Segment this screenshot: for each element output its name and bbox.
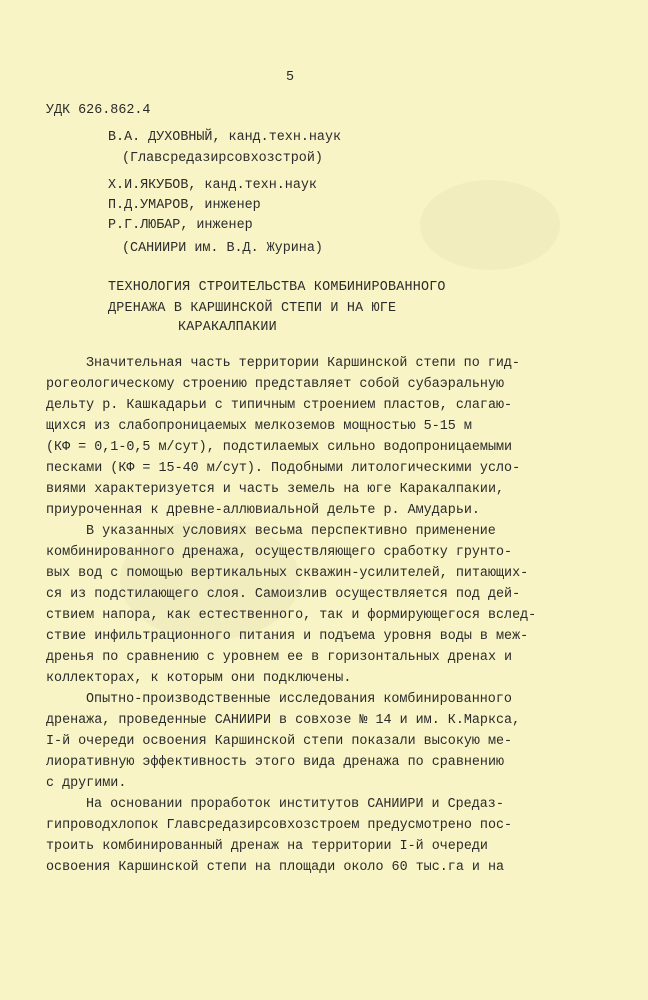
author-line: Р.Г.ЛЮБАР, инженер [108, 218, 253, 233]
article-title-line: ДРЕНАЖА В КАРШИНСКОЙ СТЕПИ И НА ЮГЕ [108, 301, 397, 316]
body-line: гипроводхлопок Главсредазирсовхозстроем предусмотрено пос- [46, 818, 513, 833]
udc-code: УДК 626.862.4 [46, 103, 151, 118]
article-title-line: ТЕХНОЛОГИЯ СТРОИТЕЛЬСТВА КОМБИНИРОВАННОГО [108, 280, 446, 295]
body-line: песками (КФ = 15-40 м/сут). Подобными литологическими усло- [46, 461, 521, 476]
body-line: На основании проработок институтов САНИИРИ и Средаз- [86, 797, 504, 812]
body-line: лиоративную эффективность этого вида дренажа по сравнению [46, 755, 505, 770]
body-line: коллекторах, к которым они подключены. [46, 671, 352, 686]
body-line: вых вод с помощью вертикальных скважин-усилителей, питающих- [46, 566, 529, 581]
body-line: рогеологическому строению представляет собой субаэральную [46, 377, 505, 392]
body-line: дельту р. Кашкадарьи с типичным строением пластов, слагаю- [46, 398, 513, 413]
body-line: троить комбинированный дренаж на территории I-й очереди [46, 839, 488, 854]
author-line: Х.И.ЯКУБОВ, канд.техн.наук [108, 178, 317, 193]
body-line: с другими. [46, 776, 127, 791]
body-line: ся из подстилающего слоя. Самоизлив осуществляется под дей- [46, 587, 521, 602]
body-line: (КФ = 0,1-0,5 м/сут), подстилаемых сильно водопроницаемыми [46, 440, 513, 455]
body-line: щихся из слабопроницаемых мелкоземов мощностью 5-15 м [46, 419, 472, 434]
body-line: Значительная часть территории Каршинской степи по гид- [86, 356, 520, 371]
article-title-line: КАРАКАЛПАКИИ [178, 320, 277, 335]
body-line: дренажа, проведенные САНИИРИ в совхозе № 14 и им. К.Маркса, [46, 713, 521, 728]
author-line: В.А. ДУХОВНЫЙ, канд.техн.наук [108, 130, 342, 145]
body-line: освоения Каршинской степи на площади около 60 тыс.га и на [46, 860, 505, 875]
body-line: приуроченная к древне-аллювиальной дельте р. Амударьи. [46, 503, 480, 518]
body-line: комбинированного дренажа, осуществляющего сработку грунто- [46, 545, 513, 560]
body-line: I-й очереди освоения Каршинской степи показали высокую ме- [46, 734, 513, 749]
author-affiliation: (Главсредазирсовхозстрой) [122, 151, 323, 166]
body-line: ствием напора, как естественного, так и формирующегося вслед- [46, 608, 537, 623]
author-affiliation: (САНИИРИ им. В.Д. Журина) [122, 241, 323, 256]
body-line: В указанных условиях весьма перспективно применение [86, 524, 496, 539]
paper-stain [420, 180, 560, 270]
author-line: П.Д.УМАРОВ, инженер [108, 198, 261, 213]
page-number: 5 [286, 70, 295, 85]
body-line: ствие инфильтрационного питания и подъема уровня воды в меж- [46, 629, 529, 644]
body-line: виями характеризуется и часть земель на юге Каракалпакии, [46, 482, 505, 497]
body-line: Опытно-производственные исследования комбинированного [86, 692, 512, 707]
body-line: дренья по сравнению с уровнем ее в горизонтальных дренах и [46, 650, 513, 665]
